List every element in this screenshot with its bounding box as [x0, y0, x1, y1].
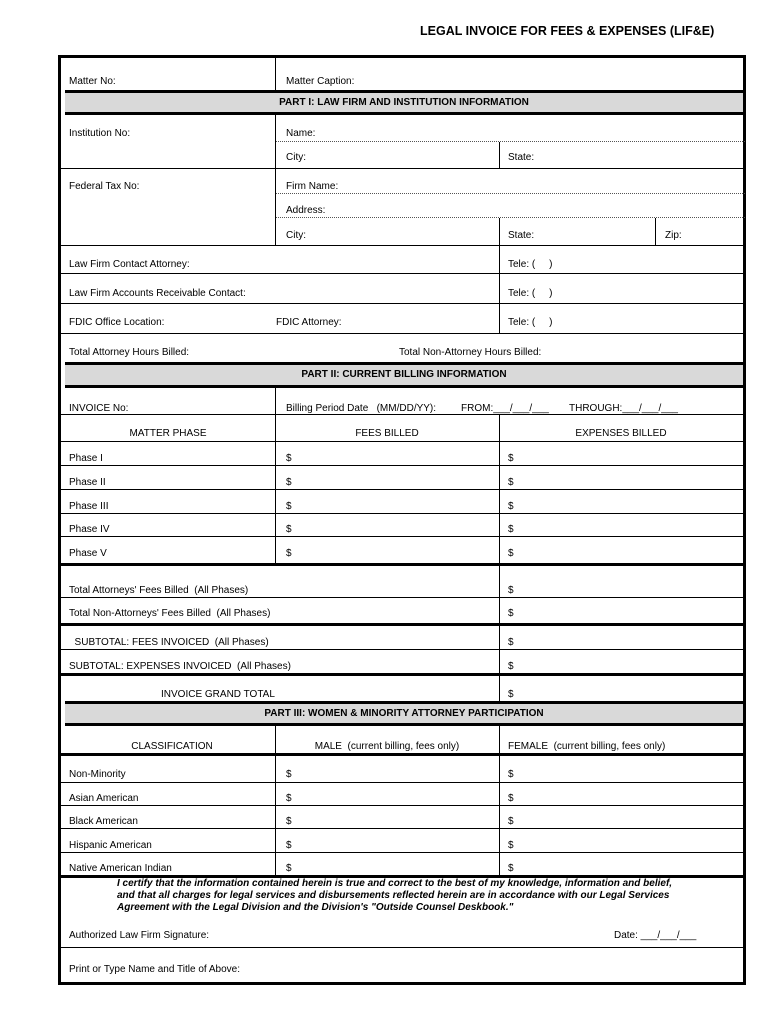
print-name-label: Print or Type Name and Title of Above: [69, 964, 241, 975]
phase-label: Phase II [69, 477, 106, 488]
part3-heading: PART III: WOMEN & MINORITY ATTORNEY PARTICIPATION [65, 701, 743, 726]
certification-statement: I certify that the information contained herein is true and correct to the best of my knowledge, information and belief, and that all charges for legal services and disbursements reflected herein are in accordance with our Legal Services Agreement with the Legal Division and the Division's "Outside Counsel Deskbook." [117, 878, 673, 913]
female-value: $ [508, 769, 514, 780]
tele1-label: Tele: ( ) [508, 259, 553, 270]
billing-period-label: Billing Period Date (MM/DD/YY): [286, 403, 437, 414]
female-value: $ [508, 793, 514, 804]
city-label: City: [286, 152, 306, 163]
total-attorneys-fees-value: $ [508, 585, 514, 596]
subtotal-expenses-label: SUBTOTAL: EXPENSES INVOICED (All Phases) [69, 661, 291, 672]
ar-contact-label: Law Firm Accounts Receivable Contact: [69, 288, 246, 299]
phase-expense: $ [508, 548, 514, 559]
phase-fee: $ [286, 501, 292, 512]
total-attorneys-fees-label: Total Attorneys' Fees Billed (All Phases) [69, 585, 249, 596]
male-value: $ [286, 793, 292, 804]
classification-label: Black American [69, 816, 138, 827]
phase-expense: $ [508, 501, 514, 512]
signature-label: Authorized Law Firm Signature: [69, 930, 210, 941]
tele2-label: Tele: ( ) [508, 288, 553, 299]
phase-expense: $ [508, 524, 514, 535]
col-expenses-billed: EXPENSES BILLED [575, 428, 667, 439]
matter-caption-label: Matter Caption: [286, 76, 355, 87]
male-value: $ [286, 816, 292, 827]
female-value: $ [508, 840, 514, 851]
male-value: $ [286, 769, 292, 780]
phase-label: Phase V [69, 548, 107, 559]
invoice-form [58, 55, 746, 985]
col-matter-phase: MATTER PHASE [129, 428, 207, 439]
part1-heading: PART I: LAW FIRM AND INSTITUTION INFORMATION [65, 90, 743, 115]
from-date-label: FROM:___/___/___ [461, 403, 549, 414]
male-value: $ [286, 863, 292, 874]
fdic-attorney-label: FDIC Attorney: [276, 317, 342, 328]
total-non-attorneys-fees-label: Total Non-Attorneys' Fees Billed (All Phases) [69, 608, 271, 619]
female-value: $ [508, 863, 514, 874]
phase-label: Phase IV [69, 524, 110, 535]
form-title: LEGAL INVOICE FOR FEES & EXPENSES (LIF&E) [420, 24, 715, 38]
through-date-label: THROUGH:___/___/___ [569, 403, 678, 414]
subtotal-expenses-value: $ [508, 661, 514, 672]
female-value: $ [508, 816, 514, 827]
col-male: MALE (current billing, fees only) [314, 741, 460, 752]
invoice-no-label: INVOICE No: [69, 403, 129, 414]
name-label: Name: [286, 128, 316, 139]
male-value: $ [286, 840, 292, 851]
part2-heading: PART II: CURRENT BILLING INFORMATION [65, 362, 743, 388]
firm-name-label: Firm Name: [286, 181, 339, 192]
city2-label: City: [286, 230, 306, 241]
grand-total-value: $ [508, 689, 514, 700]
total-non-attorneys-fees-value: $ [508, 608, 514, 619]
subtotal-fees-value: $ [508, 637, 514, 648]
phase-fee: $ [286, 453, 292, 464]
zip-label: Zip: [665, 230, 682, 241]
subtotal-fees-label: SUBTOTAL: FEES INVOICED (All Phases) [69, 637, 269, 648]
phase-fee: $ [286, 548, 292, 559]
phase-label: Phase I [69, 453, 103, 464]
col-classification: CLASSIFICATION [131, 741, 213, 752]
state2-label: State: [508, 230, 535, 241]
phase-expense: $ [508, 453, 514, 464]
matter-no-label: Matter No: [69, 76, 116, 87]
fdic-office-label: FDIC Office Location: [69, 317, 165, 328]
date-label: Date: ___/___/___ [614, 930, 697, 941]
col-fees-billed: FEES BILLED [355, 428, 419, 439]
address-label: Address: [286, 205, 326, 216]
attorney-hours-label: Total Attorney Hours Billed: [69, 347, 190, 358]
phase-expense: $ [508, 477, 514, 488]
federal-tax-no-label: Federal Tax No: [69, 181, 140, 192]
contact-attorney-label: Law Firm Contact Attorney: [69, 259, 190, 270]
phase-fee: $ [286, 477, 292, 488]
classification-label: Non-Minority [69, 769, 126, 780]
non-attorney-hours-label: Total Non-Attorney Hours Billed: [399, 347, 542, 358]
classification-label: Hispanic American [69, 840, 152, 851]
col-female: FEMALE (current billing, fees only) [508, 741, 666, 752]
phase-fee: $ [286, 524, 292, 535]
state-label: State: [508, 152, 535, 163]
tele3-label: Tele: ( ) [508, 317, 553, 328]
institution-no-label: Institution No: [69, 128, 131, 139]
grand-total-label: INVOICE GRAND TOTAL [161, 689, 275, 700]
classification-label: Native American Indian [69, 863, 172, 874]
classification-label: Asian American [69, 793, 139, 804]
phase-label: Phase III [69, 501, 109, 512]
